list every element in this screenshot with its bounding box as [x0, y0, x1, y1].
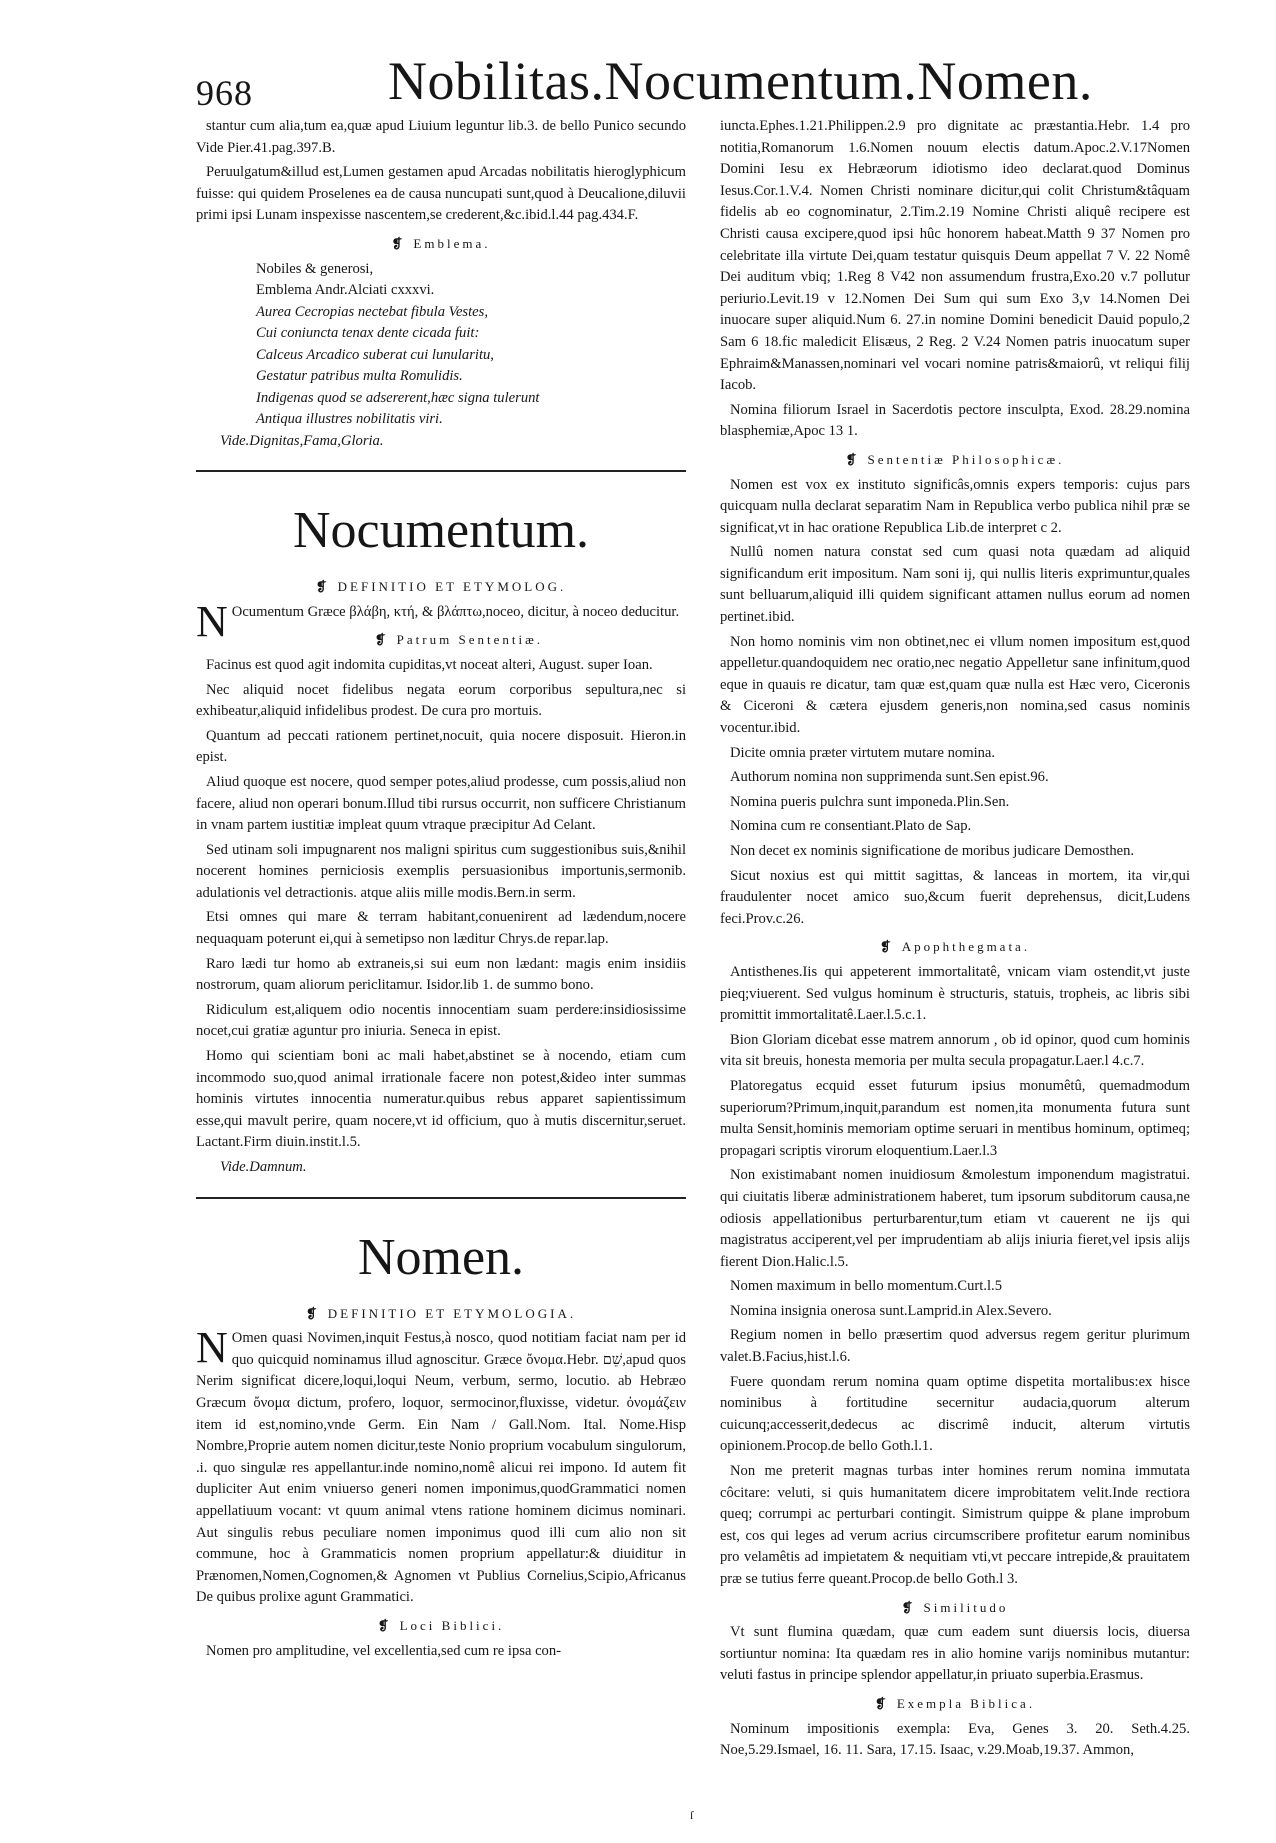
paragraph: Nomina insignia onerosa sunt.Lamprid.in Alex.Severo. [730, 1302, 1052, 1319]
verse-line: Cui coniuncta tenax dente cicada fuit: [256, 325, 480, 342]
paragraph: Homo qui scientiam boni ac mali habet,abstinet se à nocendo, etiam cum incommodo suo,quod animal irrationale facere non potest,&ideo inter summas hominis virtutes innocentia numeratur.quibus rebus apparet sapientissimum esse,qui mavult perire, quam nocere,vt id officium, quo à mutis discernitur,seruet. Lactant.Firm diuin.instit.l.5. [196, 1048, 686, 1151]
paragraph: Non me preterit magnas turbas inter homines rerum nomina immutata côcitare: veluti, si quis humanitatem dicere improbitatem velit.Inde rectiora queq; corrumpi ac perturbari contingit. Simistrum quippe & plane improbum est, cos qui leges ad verum acrius circumscribere profitetur earum nominibus pro velamêtis ad impietatem & nequitiam vti,vt peccare intrepide,& prauitatem præ se tutius ferre queant.Procop.de bello Goth.l 3. [720, 1463, 1190, 1587]
paragraph: Quantum ad peccati rationem pertinet,nocuit, quia nocere disposuit. Hieron.in epist. [196, 727, 686, 766]
paragraph: Dicite omnia præter virtutem mutare nomina. [730, 744, 996, 761]
paragraph: Nomina pueris pulchra sunt imponeda.Plin.Sen. [730, 793, 1010, 810]
signature-mark: ſ [690, 1808, 694, 1822]
paragraph: Nomen pro amplitudine, vel excellentia,sed cum re ipsa con- [206, 1642, 561, 1659]
pilcrow-icon: ❡ [901, 1599, 916, 1615]
entry-title-nocumentum: Nocumentum. [292, 502, 590, 560]
paragraph: Bion Gloriam dicebat esse matrem annorum , ob id opinor, quod cum hominis vita sit breuis, honesta memoria per multa secula propagatur.Laer.l 4.c.7. [720, 1031, 1190, 1070]
entry-title-nomen: Nomen. [357, 1228, 525, 1286]
paragraph: iuncta.Ephes.1.21.Philippen.2.9 pro dignitate ac præstantia.Hebr. 1.4 pro notitia,Romanorum 1.6.Nomen nouum electis datum.Apoc.2.V.17Nomen Domini Iesu ex Hebræorum idiotismo ideo declarat.quod Dominus Iesus.Cor.1.V.4. Nomen Christi nominare dicitur,qui colit Christum&tâquam fidelis ab eo cognominatur, 2.Tim.2.19 Nomine Christi aliquê recipere est Christi causa excipere,quod ipsi hûc honorem habeat.Matth 9 37 Nomen pro celebritate illa virtute Dei,quam testatur quisquis Deum appellat 7 V. 22 Nomê Dei auditum vbiq; 1.Reg 8 V42 non assumendum frustra,Exo.20 v.7 pollutur periurio.Levit.19 v 12.Nomen Dei Sum qui sum Exo 3,v 14.Nomen Dei inuocare super aliquid.Num 6. 27.in nomine Domini benedicit Dauid populo,2 Sam 6 18.fic maledicit Elisæus, 2 Reg. 2 V.24 Nomen patris inuocatum super Ephraim&Manassen,nominari vel vocari nomine patris&maiorû, vt reliqui filij Iacob. [720, 118, 1190, 394]
section-heading: ❡ Emblema. [391, 235, 491, 251]
drop-cap: N [196, 1323, 228, 1373]
definition-paragraph: N Omen quasi Novimen,inquit Festus,à nosco, quod notitiam faciat nam per id quo quicquid nominamus illud agnoscitur. Græce ὄνομα.Hebr. שֵׁם,apud quos Nerim significat dicere,loqui,loqui Neum, verbum, sermo, locutio. ab Hebræo Græcum ὄνομα dictum, profero, loquor, sermocinor,fluxisse, videtur. ὀνομάζειν item id est,nomino,vnde Germ. Ein Nam / Gall.Nom. Ital. Nome.Hisp Nombre,Proprie autem nomen dicitur,teste Nonio proprium vocabulum singulorum, .i. quo singulæ res appellantur.inde nomino,nomê alicui rei impono. Id autem fit dupliciter Aut enim vniuerso generi nomen imponimus,quodGrammatici nomen appellatiuum vocant: vt quum animal vtens ratione hominem dicimus nominari. Aut singulis rebus peculiare nomen imponimus quod illi cum alio non sit commune, hoc à Grammaticis nomen proprium appellatur:& diuiditur in Prænomen,Nomen,Cognomen,& Agnomen vt Publius Cornelius,Scipio,Africanus De quibus prolixe agunt Grammatici. [196, 1323, 686, 1606]
pilcrow-icon: ❡ [305, 1305, 320, 1321]
section-heading: ❡ DEFINITIO ET ETYMOLOGIA. [305, 1305, 577, 1321]
emblema-block [196, 259, 686, 431]
section-heading: ❡ Loci Biblici. [377, 1617, 505, 1633]
definition-paragraph: N Ocumentum Græce βλάβη, κτή, & βλάπτω,noceo, dicitur, à noceo deducitur. [196, 596, 680, 646]
paragraph: Non decet ex nominis significatione de moribus judicare Demosthen. [730, 843, 1135, 859]
paragraph: Nomina filiorum Israel in Sacerdotis pectore insculpta, Exod. 28.29.nomina blasphemiæ,Apoc 13 1. [720, 401, 1190, 440]
paragraph: Sicut noxius est qui mittit sagittas, & lanceas in mortem, ita vir,qui fraudulenter nocet amico suo,&cum fuerit deprehensus, dicit,Ludens feci.Prov.c.26. [720, 867, 1190, 927]
paragraph: Peruulgatum&illud est,Lumen gestamen apud Arcadas nobilitatis hieroglyphicum fuisse: qui quidem Proselenes ea de causa nuncupati sunt,quod à Deucalione,diluvii primi ipsi Lunam inspexisse nascentem,se crederent,&c.ibid.l.44 pag.434.F. [196, 164, 686, 224]
paragraph: Facinus est quod agit indomita cupiditas,vt noceat alteri, August. super Ioan. [206, 656, 653, 673]
section-heading: ❡ Similitudo [901, 1599, 1009, 1615]
paragraph: stantur cum alia,tum ea,quæ apud Liuium leguntur lib.3. de bello Punico secundo Vide Pier.41.pag.397.B. [196, 118, 686, 156]
pilcrow-icon: ❡ [874, 1695, 889, 1711]
pilcrow-icon: ❡ [845, 451, 860, 467]
paragraph: Raro lædi tur homo ab extraneis,si sui eum non lædant: magis enim insidiis nostrorum, quam aliorum periclitamur. Isidor.lib 1. de summo bono. [196, 955, 686, 994]
paragraph: Non existimabant nomen inuidiosum &molestum imponendum magistratui. qui ciuitatis liberæ administrationem haberet, tum ipsorum subditorum causa,ne odiosis appellationibus perturbarentur,tum etiam vt cauerent ne ijs qui magistratus acciperent,vel per imprudentiam ab alijs iniuria fieret,vel ipsis alijs fierent Dion.Halic.l.5. [720, 1167, 1190, 1270]
paragraph: Platoregatus ecquid esset futurum ipsius monumêtû, quemadmodum superiorum?Primum,inquit,parandum est nomen,ita monumenta futura sunt multa Sensit,hominis memoriam optime seruari in mentibus hominum, optimeq; propagari scriptis virorum eloquentium.Laer.l.3 [720, 1077, 1190, 1159]
cross-reference: Vide.Dignitas,Fama,Gloria. [220, 432, 384, 449]
paragraph: Antisthenes.Iis qui appeterent immortalitatê, vnicam viam ostendit,vt juste pieq;viuerent. Sed vulgus hominum è structuris, statuis, tropheis, ac libris sibi promittit immortalitatê.Laer.l.5.c.1. [720, 963, 1190, 1024]
section-heading: ❡ Sententiæ Philosophicæ. [845, 451, 1065, 467]
right-column [720, 116, 1190, 1765]
pilcrow-icon: ❡ [377, 1617, 392, 1633]
cross-reference: Vide.Damnum. [220, 1159, 307, 1175]
paragraph: Nomen est vox ex instituto significâs,omnis expers temporis: cujus pars quicquam nulla declarat separatim Nam in Republica verbo publica nihil præ se significat,vt in hac oratione Republica Lib.de interpret c 2. [720, 476, 1190, 536]
running-head: Nobilitas.Nocumentum.Nomen. [388, 51, 1093, 111]
pilcrow-icon: ❡ [374, 632, 389, 648]
left-column [196, 116, 686, 1665]
paragraph: Nomina cum re consentiant.Plato de Sap. [730, 818, 972, 835]
pilcrow-icon: ❡ [391, 235, 406, 251]
verse-line: Antiqua illustres nobilitatis viri. [256, 411, 443, 428]
paragraph: Sed utinam soli impugnarent nos maligni spiritus cum suggestionibus suis,&nihil nocerent homines perniciosis exemplis persuasionibus importunis,sermonib. adulationis vel detractionis. atque aliis mille modis.Bern.in serm. [196, 841, 686, 901]
section-divider [196, 1197, 686, 1199]
page-number: 968 [196, 73, 253, 113]
paragraph: Nominum impositionis exempla: Eva, Genes 3. 20. Seth.4.25. Noe,5.29.Ismael, 16. 11. Sara, 17.15. Isaac, v.29.Moab,19.37. Ammon, [720, 1720, 1190, 1759]
paragraph: Non homo nominis vim non obtinet,nec ei vllum nomen impositum est,quod appelletur.quandoquidem nec oratio,nec negatio Appelletur sane infinitum,quod eque in quauis re dicatur, tam quæ est,quam quæ nulla est Hæc vero, Ciceronis & Ciceroni & cætera ejusdem generis,non nomina,sed casus nominis vocentur.ibid. [720, 633, 1190, 737]
paragraph: Vt sunt flumina quædam, quæ cum eadem sunt diuersis locis, diuersa sortiuntur nomina: Ita quædam res in alio homine varijs nominibus mutantur: veluti fastus in principe splendor appellatur,in priuato superbia.Erasmus. [720, 1624, 1190, 1684]
section-heading: ❡ Apophthegmata. [879, 939, 1031, 955]
paragraph: Nomen maximum in bello momentum.Curt.l.5 [730, 1278, 1002, 1295]
verse-line: Aurea Cecropias nectebat fibula Vestes, [256, 303, 488, 320]
paragraph: Aliud quoque est nocere, quod semper potes,aliud prodesse, cum possis,aliud non facere, aliud non operari bonum.Illud tibi rursus occurrit, non sufficere Christianum in vnam partem iustitiæ impleat quum vtraque præcipitur Ad Celant. [196, 773, 686, 834]
paragraph: Authorum nomina non supprimenda sunt.Sen epist.96. [730, 769, 1049, 786]
paragraph: Nec aliquid nocet fidelibus negata eorum corporibus sepultura,nec si exhibeatur,aliquid infidelibus prodest. De cura pro mortuis. [196, 681, 686, 720]
emblema-line: Emblema Andr.Alciati cxxxvi. [256, 282, 435, 299]
emblema-line: Nobiles & generosi, [256, 260, 374, 277]
pilcrow-icon: ❡ [879, 939, 894, 955]
section-heading: ❡ Exempla Biblica. [874, 1695, 1036, 1711]
paragraph: Fuere quondam rerum nomina quam optime dispetita mortalibus:ex hisce nominibus à fortitudine secernitur audacia,quorum alterum cuicunq;accesserit,dedecus ac discrimê inducit, alterum virtutis opinionem.Procop.de bello Goth.l.1. [720, 1373, 1190, 1455]
section-divider [196, 470, 686, 472]
pilcrow-icon: ❡ [315, 579, 330, 595]
paragraph: Regium nomen in bello præsertim quod adversus regem geritur plurimum valet.B.Facius,hist.l.6. [720, 1327, 1190, 1366]
drop-cap: N [196, 596, 228, 646]
paragraph: Nullû nomen natura constat sed cum quasi nota quædam ad aliquid significandum erit impositum. Nam soni ij, qui nullis literis exprimuntur,quales sunt belluarum,aliquid illi quidem significant attamen nullus eorum ad nomen pertinet.ibid. [720, 544, 1190, 626]
verse-line: Calceus Arcadico suberat cui lunularitu, [256, 346, 494, 363]
verse-line: Gestatur patribus multa Romulidis. [256, 368, 463, 385]
paragraph: Ridiculum est,aliquem odio nocentis innocentiam suam perdere:insidiosissime nocet,cui gratiæ aguntur pro iniuria. Seneca in epist. [196, 1001, 686, 1040]
paragraph: Etsi omnes qui mare & terram habitant,conuenirent ad lædendum,nocere nequaquam poterunt ei,qui à semetipso non læditur Chrys.de repar.lap. [196, 909, 686, 948]
section-heading: ❡ DEFINITIO ET ETYMOLOG. [315, 579, 567, 595]
verse-line: Indigenas quod se adsererent,hæc signa tulerunt [256, 389, 540, 406]
section-heading: ❡ Patrum Sententiæ. [374, 632, 544, 648]
